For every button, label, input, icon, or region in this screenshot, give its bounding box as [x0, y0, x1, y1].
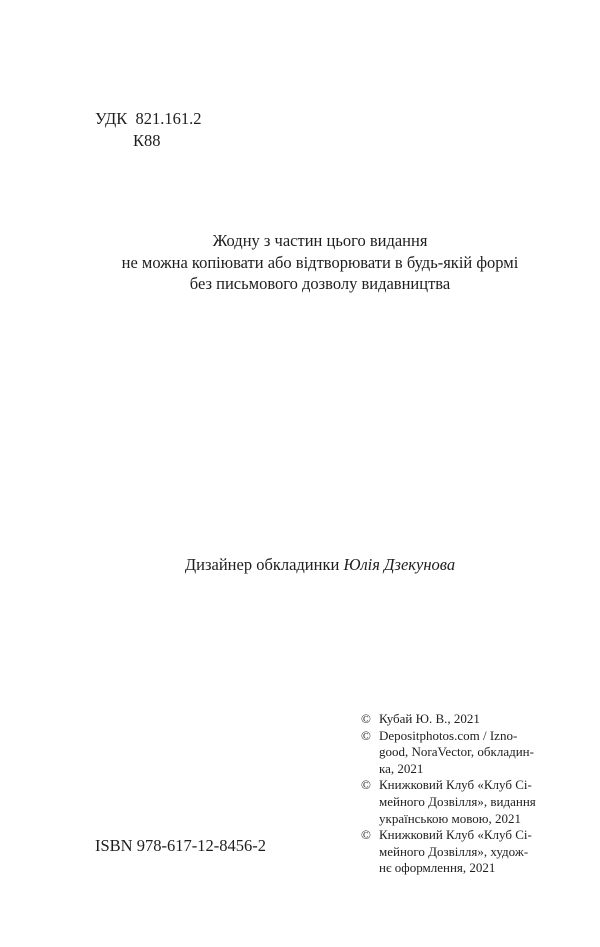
- copyright-text-line: Depositphotos.com / Izno-: [379, 727, 518, 743]
- notice-line-3: без письмового дозволу видавництва: [189, 274, 451, 293]
- copyright-entry: [361, 827, 532, 877]
- udk-code: 821.161.2: [135, 109, 202, 128]
- copyright-symbol: ©: [361, 727, 371, 743]
- copyright-text-line: Книжковий Клуб «Клуб Сі-: [379, 777, 532, 793]
- copyright-entry: [361, 727, 534, 778]
- classification-block: [95, 108, 202, 152]
- copyright-text: [379, 711, 521, 728]
- copyright-text-line: good, NoraVector, обкладин-: [379, 744, 534, 760]
- copyright-entry: [361, 711, 521, 728]
- copyright-notice: [0, 230, 600, 295]
- designer-label: Дизайнер обкладинки: [184, 555, 340, 574]
- copyright-text-line: нє оформлення, 2021: [379, 860, 496, 876]
- copyright-symbol: ©: [361, 827, 371, 843]
- copyright-text-line: українською мовою, 2021: [379, 810, 521, 826]
- copyright-symbol: ©: [361, 777, 371, 793]
- cover-designer-credit: [0, 554, 600, 576]
- copyright-entry: [361, 777, 536, 827]
- copyright-symbol: ©: [361, 711, 371, 726]
- designer-name: Юлія Дзекунова: [343, 555, 456, 574]
- copyright-text: [379, 728, 534, 778]
- copyright-text-line: мейного Дозвілля», худож-: [379, 843, 529, 859]
- notice-line-1: Жодну з частин цього видання: [212, 231, 428, 250]
- author-mark: К88: [133, 131, 161, 150]
- copyright-text: [379, 827, 532, 877]
- copyright-text-line: Книжковий Клуб «Клуб Сі-: [379, 827, 532, 843]
- copyright-text: [379, 777, 536, 827]
- udk-line: [95, 108, 202, 130]
- copyright-text-line: Кубай Ю. В., 2021: [379, 711, 480, 726]
- copyright-list: [361, 711, 536, 877]
- udk-label: УДК: [95, 109, 128, 128]
- notice-line-2: не можна копіювати або відтворювати в будь-якій формі: [121, 252, 519, 272]
- copyright-text-line: ка, 2021: [379, 760, 424, 776]
- copyright-text-line: мейного Дозвілля», видання: [379, 793, 536, 809]
- isbn: ISBN 978-617-12-8456-2: [95, 836, 266, 855]
